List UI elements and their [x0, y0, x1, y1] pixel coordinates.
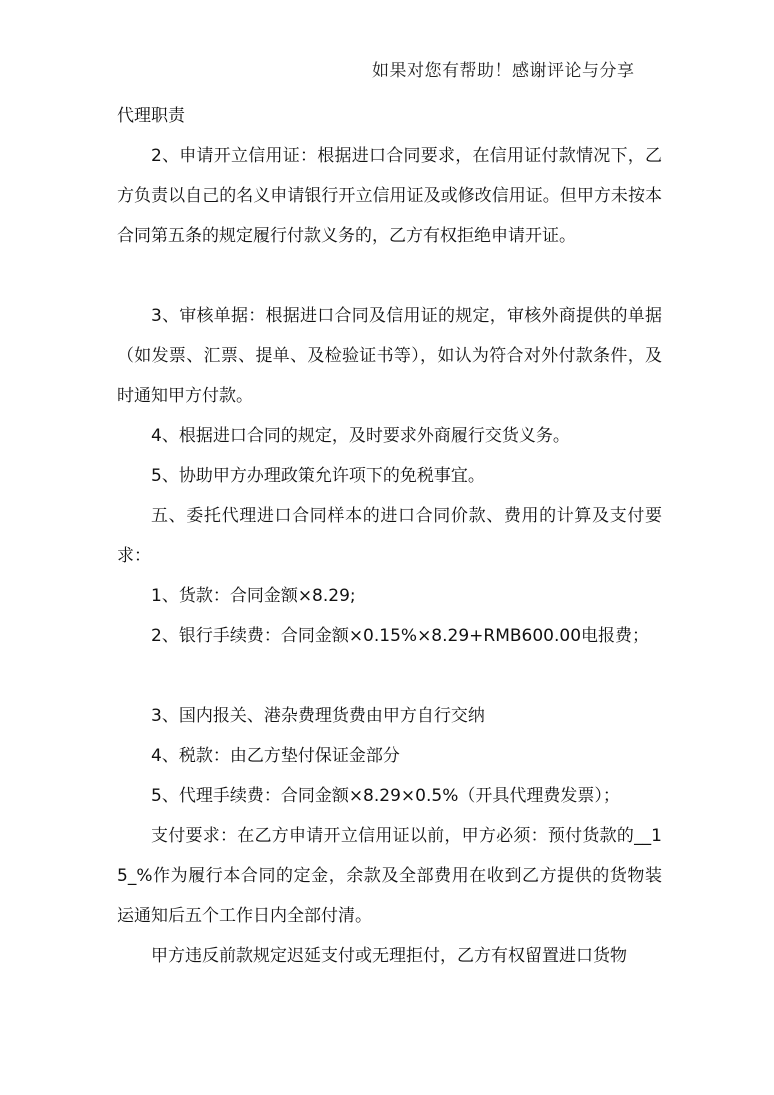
paragraph-customs-fees: 3、国内报关、港杂费理货费由甲方自行交纳 — [151, 706, 485, 726]
section-heading-payment: 五、委托代理进口合同样本的进口合同价款、费用的计算及支付要求： — [117, 506, 662, 566]
paragraph-bank-fee: 2、银行手续费：合同金额×0.15%×8.29+RMB600.00电报费； — [151, 626, 650, 646]
paragraph-agency-fee: 5、代理手续费：合同金额×8.29×0.5%（开具代理费发票）； — [151, 786, 620, 806]
paragraph-review-documents: 3、审核单据：根据进口合同及信用证的规定，审核外商提供的单据（如发票、汇票、提单、及检验证书等），如认为符合对外付款条件，及时通知甲方付款。 — [117, 306, 662, 406]
paragraph-payment-requirement: 支付要求：在乙方申请开立信用证以前，甲方必须：预付货款的__15_%作为履行本合同的定金，余款及全部费用在收到乙方提供的货物装运通知后五个工作日内全部付清。 — [117, 826, 662, 926]
header-note: 如果对您有帮助！感谢评论与分享 — [372, 61, 635, 81]
paragraph-tax-exemption: 5、协助甲方办理政策允许项下的免税事宜。 — [151, 466, 485, 486]
paragraph-breach: 甲方违反前款规定迟延支付或无理拒付，乙方有权留置进口货物 — [151, 946, 627, 966]
paragraph-letter-of-credit: 2、申请开立信用证：根据进口合同要求，在信用证付款情况下，乙方负责以自己的名义申请银行开立信用证及或修改信用证。但甲方未按本合同第五条的规定履行付款义务的，乙方有权拒绝申请开证。 — [117, 146, 662, 246]
paragraph-agency-duties: 代理职责 — [117, 106, 185, 126]
document-body — [117, 96, 662, 976]
paragraph-delivery-obligation: 4、根据进口合同的规定，及时要求外商履行交货义务。 — [151, 426, 570, 446]
paragraph-taxes: 4、税款：由乙方垫付保证金部分 — [151, 746, 400, 766]
paragraph-goods-payment: 1、货款：合同金额×8.29; — [151, 586, 356, 606]
